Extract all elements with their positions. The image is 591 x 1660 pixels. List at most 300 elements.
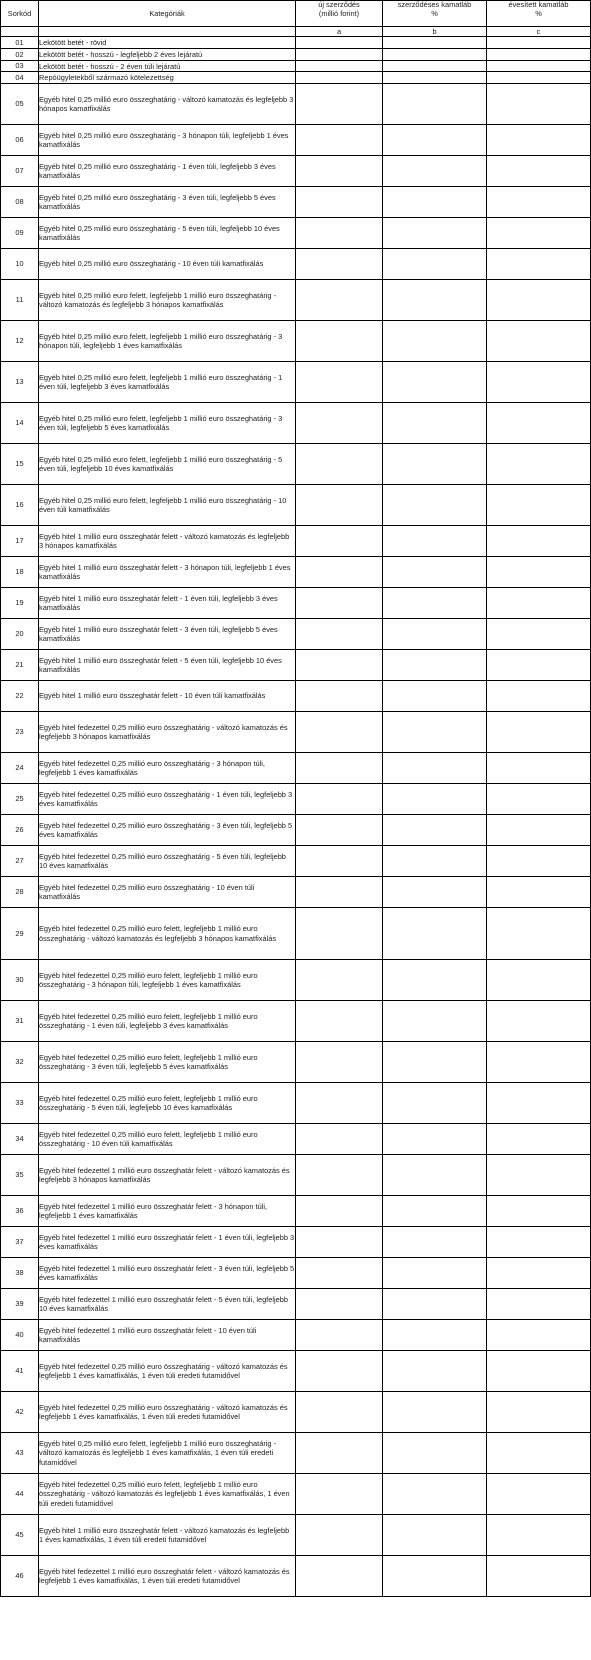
- row-code: 23: [1, 711, 39, 752]
- table-row: [1, 361, 591, 402]
- row-code: 13: [1, 361, 39, 402]
- header-kategoriak: Kategóriák: [39, 1, 296, 27]
- row-category-text: Egyéb hitel fedezettel 1 millió euro összeghatár felett - 5 éven túli, legfeljebb 10 éves kamatfixálás: [39, 1294, 288, 1314]
- row-category-text: Egyéb hitel 1 millió euro összeghatár felett - 3 éven túli, legfeljebb 5 éves kamatfixálás: [39, 624, 278, 644]
- table-row: [1, 1350, 591, 1391]
- table-row: [1, 60, 591, 72]
- value-cell-b[interactable]: [383, 186, 487, 217]
- value-cell-b[interactable]: [383, 1288, 487, 1319]
- value-cell-b[interactable]: [383, 907, 487, 959]
- header-col-b-text: szerződéses kamatláb %: [397, 0, 472, 18]
- row-code: 07: [1, 155, 39, 186]
- value-cell-a[interactable]: [296, 443, 383, 484]
- row-category: [39, 186, 296, 217]
- value-cell-c[interactable]: [487, 618, 591, 649]
- value-cell-b[interactable]: [383, 618, 487, 649]
- value-cell-b[interactable]: [383, 649, 487, 680]
- row-code: 27: [1, 845, 39, 876]
- value-cell-b[interactable]: [383, 83, 487, 124]
- row-code: 06: [1, 124, 39, 155]
- value-cell-b[interactable]: [383, 1555, 487, 1596]
- table-row: [1, 1154, 591, 1195]
- value-cell-c[interactable]: [487, 155, 591, 186]
- value-cell-c[interactable]: [487, 814, 591, 845]
- value-cell-a[interactable]: [296, 649, 383, 680]
- table-row: [1, 1257, 591, 1288]
- value-cell-b[interactable]: [383, 711, 487, 752]
- table-row: [1, 525, 591, 556]
- row-code: 08: [1, 186, 39, 217]
- value-cell-b[interactable]: [383, 484, 487, 525]
- value-cell-a[interactable]: [296, 845, 383, 876]
- row-code: 28: [1, 876, 39, 907]
- value-cell-b[interactable]: [383, 320, 487, 361]
- row-category: [39, 1555, 296, 1596]
- value-cell-c[interactable]: [487, 72, 591, 84]
- row-category: [39, 37, 296, 49]
- row-category-text: Egyéb hitel 0,25 millió euro összeghatárig - 3 éven túli, legfeljebb 5 éves kamatfixálás: [39, 192, 276, 212]
- value-cell-a[interactable]: [296, 1319, 383, 1350]
- table-row: [1, 1041, 591, 1082]
- value-cell-b[interactable]: [383, 155, 487, 186]
- value-cell-b[interactable]: [383, 1000, 487, 1041]
- row-code: 15: [1, 443, 39, 484]
- row-category: [39, 60, 296, 72]
- table-row: [1, 556, 591, 587]
- header-sorkod: Sorkód: [1, 1, 39, 27]
- row-category: [39, 752, 296, 783]
- row-code: 10: [1, 248, 39, 279]
- row-category-text: Egyéb hitel 1 millió euro összeghatár felett - 1 éven túli, legfeljebb 3 éves kamatfixálás: [39, 593, 278, 613]
- letter-blank-2: [39, 27, 296, 37]
- value-cell-a[interactable]: [296, 83, 383, 124]
- value-cell-a[interactable]: [296, 48, 383, 60]
- value-cell-b[interactable]: [383, 1432, 487, 1473]
- value-cell-a[interactable]: [296, 320, 383, 361]
- row-category: [39, 876, 296, 907]
- row-category-text: Egyéb hitel fedezettel 0,25 millió euro összeghatárig - 1 éven túli, legfeljebb 3 éves kamatfixálás: [39, 789, 293, 809]
- row-category: [39, 155, 296, 186]
- row-category: [39, 959, 296, 1000]
- row-category: [39, 1257, 296, 1288]
- value-cell-a[interactable]: [296, 618, 383, 649]
- value-cell-b[interactable]: [383, 72, 487, 84]
- row-category-text: Egyéb hitel 0,25 millió euro felett, legfeljebb 1 millió euro összeghatárig - változó kamatozás és legfeljebb 1 éves kamatfixálás, 1 éven túli eredeti futamidővel: [39, 1438, 277, 1468]
- row-category: [39, 1288, 296, 1319]
- row-category: [39, 680, 296, 711]
- row-category: [39, 1154, 296, 1195]
- row-category: [39, 402, 296, 443]
- value-cell-c[interactable]: [487, 959, 591, 1000]
- value-cell-a[interactable]: [296, 1195, 383, 1226]
- value-cell-b[interactable]: [383, 279, 487, 320]
- value-cell-a[interactable]: [296, 1257, 383, 1288]
- value-cell-a[interactable]: [296, 124, 383, 155]
- row-category: [39, 1082, 296, 1123]
- value-cell-c[interactable]: [487, 752, 591, 783]
- row-code: 38: [1, 1257, 39, 1288]
- value-cell-c[interactable]: [487, 783, 591, 814]
- value-cell-a[interactable]: [296, 1432, 383, 1473]
- value-cell-a[interactable]: [296, 1154, 383, 1195]
- value-cell-a[interactable]: [296, 1082, 383, 1123]
- value-cell-a[interactable]: [296, 1000, 383, 1041]
- row-code: 05: [1, 83, 39, 124]
- value-cell-b[interactable]: [383, 1257, 487, 1288]
- row-code: 19: [1, 587, 39, 618]
- row-category: [39, 1000, 296, 1041]
- table-row: [1, 1288, 591, 1319]
- value-cell-c[interactable]: [487, 37, 591, 49]
- value-cell-c[interactable]: [487, 845, 591, 876]
- row-category-text: Egyéb hitel 0,25 millió euro összeghatárig - 3 hónapon túli, legfeljebb 1 éves kamatfixálás: [39, 130, 289, 150]
- row-code: 21: [1, 649, 39, 680]
- row-category-text: Egyéb hitel fedezettel 0,25 millió euro felett, legfeljebb 1 millió euro összeghatárig - 10 éven túli kamatfixálás: [39, 1129, 258, 1149]
- row-category-text: Egyéb hitel 0,25 millió euro felett, legfeljebb 1 millió euro összeghatárig - 10 éven túli kamatfixálás: [39, 495, 287, 515]
- row-category-text: Egyéb hitel 1 millió euro összeghatár felett - 3 hónapon túli, legfeljebb 1 éves kamatfixálás: [39, 562, 291, 582]
- value-cell-a[interactable]: [296, 1473, 383, 1514]
- table-row: [1, 124, 591, 155]
- row-category: [39, 320, 296, 361]
- value-cell-c[interactable]: [487, 361, 591, 402]
- value-cell-c[interactable]: [487, 248, 591, 279]
- value-cell-b[interactable]: [383, 1154, 487, 1195]
- row-code: 43: [1, 1432, 39, 1473]
- value-cell-c[interactable]: [487, 1123, 591, 1154]
- row-category: [39, 279, 296, 320]
- row-category-text: Lekötött betét - hosszú - 2 éven túli lejáratú: [39, 61, 181, 71]
- value-cell-a[interactable]: [296, 186, 383, 217]
- row-code: 01: [1, 37, 39, 49]
- row-category-text: Lekötött betét - hosszú - legfeljebb 2 éves lejáratú: [39, 49, 203, 59]
- table-row: [1, 783, 591, 814]
- value-cell-b[interactable]: [383, 1082, 487, 1123]
- row-category-text: Egyéb hitel fedezettel 1 millió euro összeghatár felett - 10 éven túli kamatfixálás: [39, 1325, 257, 1345]
- value-cell-b[interactable]: [383, 1319, 487, 1350]
- header-col-c: [487, 1, 591, 27]
- value-cell-a[interactable]: [296, 248, 383, 279]
- table-row: [1, 402, 591, 443]
- value-cell-a[interactable]: [296, 907, 383, 959]
- row-code: 35: [1, 1154, 39, 1195]
- table-row: [1, 1123, 591, 1154]
- row-category-text: Egyéb hitel 0,25 millió euro összeghatárig - 5 éven túli, legfeljebb 10 éves kamatfixálás: [39, 223, 280, 243]
- row-category: [39, 484, 296, 525]
- row-code: 32: [1, 1041, 39, 1082]
- value-cell-a[interactable]: [296, 60, 383, 72]
- value-cell-a[interactable]: [296, 72, 383, 84]
- value-cell-b[interactable]: [383, 525, 487, 556]
- value-cell-c[interactable]: [487, 1257, 591, 1288]
- row-code: 24: [1, 752, 39, 783]
- value-cell-b[interactable]: [383, 1123, 487, 1154]
- row-category: [39, 845, 296, 876]
- value-cell-b[interactable]: [383, 443, 487, 484]
- value-cell-a[interactable]: [296, 1226, 383, 1257]
- row-category-text: Egyéb hitel fedezettel 0,25 millió euro felett, legfeljebb 1 millió euro összeghatárig - 1 éven túli, legfeljebb 3 éves kamatfixálás: [39, 1011, 258, 1031]
- value-cell-a[interactable]: [296, 1123, 383, 1154]
- table-row: [1, 618, 591, 649]
- row-category: [39, 1195, 296, 1226]
- value-cell-b[interactable]: [383, 402, 487, 443]
- table-row: [1, 217, 591, 248]
- row-code: 16: [1, 484, 39, 525]
- row-category-text: Egyéb hitel 0,25 millió euro felett, legfeljebb 1 millió euro összeghatárig - változó kamatozás és legfeljebb 3 hónapos kamatfixálás: [39, 290, 277, 310]
- value-cell-c[interactable]: [487, 48, 591, 60]
- value-cell-c[interactable]: [487, 217, 591, 248]
- row-code: 37: [1, 1226, 39, 1257]
- value-cell-a[interactable]: [296, 1391, 383, 1432]
- value-cell-a[interactable]: [296, 361, 383, 402]
- letter-blank-1: [1, 27, 39, 37]
- row-code: 09: [1, 217, 39, 248]
- row-category-text: Egyéb hitel fedezettel 0,25 millió euro összeghatárig - 10 éven túli kamatfixálás: [39, 882, 255, 902]
- value-cell-c[interactable]: [487, 1514, 591, 1555]
- row-category-text: Egyéb hitel fedezettel 1 millió euro összeghatár felett - 3 éven túli, legfeljebb 5 éves kamatfixálás: [39, 1263, 295, 1283]
- row-code: 26: [1, 814, 39, 845]
- value-cell-b[interactable]: [383, 1473, 487, 1514]
- row-category-text: Egyéb hitel 0,25 millió euro összeghatárig - 10 éven túli kamatfixálás: [39, 259, 264, 269]
- row-category-text: Egyéb hitel 0,25 millió euro felett, legfeljebb 1 millió euro összeghatárig - 5 éven túli, legfeljebb 10 éves kamatfixálás: [39, 454, 283, 474]
- value-cell-c[interactable]: [487, 83, 591, 124]
- row-code: 22: [1, 680, 39, 711]
- row-category: [39, 1391, 296, 1432]
- table-row: [1, 72, 591, 84]
- value-cell-c[interactable]: [487, 443, 591, 484]
- row-category: [39, 1350, 296, 1391]
- row-category: [39, 525, 296, 556]
- value-cell-c[interactable]: [487, 907, 591, 959]
- row-code: 29: [1, 907, 39, 959]
- value-cell-b[interactable]: [383, 1391, 487, 1432]
- table-row: [1, 845, 591, 876]
- row-category: [39, 711, 296, 752]
- value-cell-a[interactable]: [296, 711, 383, 752]
- value-cell-c[interactable]: [487, 320, 591, 361]
- value-cell-a[interactable]: [296, 1041, 383, 1082]
- row-category: [39, 556, 296, 587]
- value-cell-c[interactable]: [487, 1473, 591, 1514]
- value-cell-a[interactable]: [296, 752, 383, 783]
- value-cell-b[interactable]: [383, 680, 487, 711]
- value-cell-a[interactable]: [296, 814, 383, 845]
- row-category: [39, 72, 296, 84]
- row-category: [39, 907, 296, 959]
- table-row: [1, 248, 591, 279]
- row-category: [39, 361, 296, 402]
- value-cell-c[interactable]: [487, 1319, 591, 1350]
- row-category-text: Egyéb hitel 1 millió euro összeghatár felett - 5 éven túli, legfeljebb 10 éves kamatfixálás: [39, 655, 282, 675]
- header-col-b: [383, 1, 487, 27]
- table-row: [1, 1226, 591, 1257]
- value-cell-b[interactable]: [383, 361, 487, 402]
- value-cell-a[interactable]: [296, 1555, 383, 1596]
- row-category-text: Egyéb hitel fedezettel 0,25 millió euro összeghatárig - változó kamatozás és legfeljebb 3 hónapos kamatfixálás: [39, 722, 288, 742]
- row-code: 18: [1, 556, 39, 587]
- table-row: [1, 320, 591, 361]
- value-cell-c[interactable]: [487, 484, 591, 525]
- table-row: [1, 752, 591, 783]
- value-cell-b[interactable]: [383, 587, 487, 618]
- table-row: [1, 1514, 591, 1555]
- row-category-text: Egyéb hitel 1 millió euro összeghatár felett - változó kamatozás és legfeljebb 3 hónapos kamatfixálás: [39, 531, 290, 551]
- table-row: [1, 186, 591, 217]
- row-category-text: Egyéb hitel 1 millió euro összeghatár felett - változó kamatozás és legfeljebb 1 éves kamatfixálás, 1 éven túli eredeti futamidővel: [39, 1525, 290, 1545]
- row-code: 25: [1, 783, 39, 814]
- value-cell-b[interactable]: [383, 959, 487, 1000]
- value-cell-b[interactable]: [383, 37, 487, 49]
- value-cell-c[interactable]: [487, 876, 591, 907]
- row-category-text: Egyéb hitel fedezettel 0,25 millió euro felett, legfeljebb 1 millió euro összeghatárig - 3 éven túli, legfeljebb 5 éves kamatfixálás: [39, 1052, 258, 1072]
- value-cell-b[interactable]: [383, 217, 487, 248]
- row-category-text: Egyéb hitel 0,25 millió euro felett, legfeljebb 1 millió euro összeghatárig - 3 hónapon túli, legfeljebb 1 éves kamatfixálás: [39, 331, 283, 351]
- row-category: [39, 1514, 296, 1555]
- row-category: [39, 248, 296, 279]
- value-cell-b[interactable]: [383, 845, 487, 876]
- header-col-c-text: évesített kamatláb %: [508, 0, 569, 18]
- row-code: 36: [1, 1195, 39, 1226]
- value-cell-b[interactable]: [383, 814, 487, 845]
- column-letter-row: [1, 27, 591, 37]
- value-cell-b[interactable]: [383, 1226, 487, 1257]
- value-cell-b[interactable]: [383, 124, 487, 155]
- row-category-text: Egyéb hitel fedezettel 0,25 millió euro összeghatárig - 3 éven túli, legfeljebb 5 éves kamatfixálás: [39, 820, 293, 840]
- row-code: 20: [1, 618, 39, 649]
- value-cell-c[interactable]: [487, 1391, 591, 1432]
- value-cell-c[interactable]: [487, 556, 591, 587]
- value-cell-c[interactable]: [487, 1195, 591, 1226]
- row-category-text: Egyéb hitel 1 millió euro összeghatár felett - 10 éven túli kamatfixálás: [39, 691, 266, 701]
- value-cell-b[interactable]: [383, 1041, 487, 1082]
- row-category: [39, 1123, 296, 1154]
- value-cell-a[interactable]: [296, 217, 383, 248]
- header-col-a-text: új szerződés (millió forint): [318, 0, 360, 18]
- value-cell-a[interactable]: [296, 1514, 383, 1555]
- row-code: 39: [1, 1288, 39, 1319]
- value-cell-b[interactable]: [383, 556, 487, 587]
- row-category: [39, 1226, 296, 1257]
- table-row: [1, 37, 591, 49]
- value-cell-a[interactable]: [296, 876, 383, 907]
- value-cell-c[interactable]: [487, 680, 591, 711]
- value-cell-c[interactable]: [487, 1000, 591, 1041]
- row-code: 04: [1, 72, 39, 84]
- value-cell-c[interactable]: [487, 1082, 591, 1123]
- value-cell-c[interactable]: [487, 1350, 591, 1391]
- row-category-text: Egyéb hitel fedezettel 0,25 millió euro összeghatárig - 3 hónapon túli, legfeljebb 1 éves kamatfixálás: [39, 758, 265, 778]
- table-row: [1, 907, 591, 959]
- header-col-a: [296, 1, 383, 27]
- value-cell-a[interactable]: [296, 525, 383, 556]
- value-cell-c[interactable]: [487, 1432, 591, 1473]
- row-category-text: Egyéb hitel 0,25 millió euro összeghatárig - 1 éven túli, legfeljebb 3 éves kamatfixálás: [39, 161, 276, 181]
- table-row: [1, 1555, 591, 1596]
- value-cell-b[interactable]: [383, 1350, 487, 1391]
- table-row: [1, 1473, 591, 1514]
- value-cell-a[interactable]: [296, 402, 383, 443]
- value-cell-b[interactable]: [383, 876, 487, 907]
- value-cell-b[interactable]: [383, 783, 487, 814]
- value-cell-a[interactable]: [296, 484, 383, 525]
- value-cell-b[interactable]: [383, 60, 487, 72]
- row-category: [39, 443, 296, 484]
- table-row: [1, 587, 591, 618]
- value-cell-b[interactable]: [383, 1195, 487, 1226]
- row-code: 03: [1, 60, 39, 72]
- value-cell-b[interactable]: [383, 752, 487, 783]
- table-row: [1, 155, 591, 186]
- value-cell-a[interactable]: [296, 783, 383, 814]
- table-row: [1, 876, 591, 907]
- value-cell-b[interactable]: [383, 48, 487, 60]
- table-row: [1, 711, 591, 752]
- table-row: [1, 1000, 591, 1041]
- row-code: 17: [1, 525, 39, 556]
- value-cell-c[interactable]: [487, 186, 591, 217]
- value-cell-c[interactable]: [487, 1288, 591, 1319]
- row-code: 33: [1, 1082, 39, 1123]
- value-cell-c[interactable]: [487, 711, 591, 752]
- column-letter-b: b: [383, 27, 487, 37]
- row-category: [39, 587, 296, 618]
- value-cell-c[interactable]: [487, 1041, 591, 1082]
- value-cell-a[interactable]: [296, 1288, 383, 1319]
- value-cell-a[interactable]: [296, 155, 383, 186]
- row-code: 40: [1, 1319, 39, 1350]
- value-cell-c[interactable]: [487, 525, 591, 556]
- value-cell-a[interactable]: [296, 587, 383, 618]
- value-cell-c[interactable]: [487, 124, 591, 155]
- row-code: 11: [1, 279, 39, 320]
- value-cell-a[interactable]: [296, 959, 383, 1000]
- row-code: 44: [1, 1473, 39, 1514]
- value-cell-c[interactable]: [487, 1226, 591, 1257]
- row-category: [39, 814, 296, 845]
- value-cell-a[interactable]: [296, 556, 383, 587]
- table-row: [1, 48, 591, 60]
- value-cell-c[interactable]: [487, 1154, 591, 1195]
- value-cell-a[interactable]: [296, 279, 383, 320]
- table-row: [1, 959, 591, 1000]
- value-cell-c[interactable]: [487, 60, 591, 72]
- value-cell-c[interactable]: [487, 279, 591, 320]
- row-code: 02: [1, 48, 39, 60]
- value-cell-a[interactable]: [296, 680, 383, 711]
- row-category-text: Egyéb hitel fedezettel 0,25 millió euro felett, legfeljebb 1 millió euro összeghatárig - 3 hónapon túli, legfeljebb 1 éves kamatfixálás: [39, 970, 258, 990]
- row-category-text: Lekötött betét - rövid: [39, 38, 107, 48]
- row-category-text: Egyéb hitel fedezettel 0,25 millió euro felett, legfeljebb 1 millió euro összeghatárig - változó kamatozás és legfeljebb 1 éves kamatfixálás, 1 éven túli eredeti futamidővel: [39, 1479, 290, 1509]
- row-category: [39, 1319, 296, 1350]
- row-code: 31: [1, 1000, 39, 1041]
- value-cell-c[interactable]: [487, 587, 591, 618]
- value-cell-c[interactable]: [487, 402, 591, 443]
- row-category-text: Egyéb hitel 0,25 millió euro felett, legfeljebb 1 millió euro összeghatárig - 1 éven túli, legfeljebb 3 éves kamatfixálás: [39, 372, 283, 392]
- table-row: [1, 1195, 591, 1226]
- value-cell-b[interactable]: [383, 1514, 487, 1555]
- value-cell-b[interactable]: [383, 248, 487, 279]
- row-category: [39, 124, 296, 155]
- row-code: 34: [1, 1123, 39, 1154]
- row-code: 14: [1, 402, 39, 443]
- table-row: [1, 83, 591, 124]
- value-cell-a[interactable]: [296, 37, 383, 49]
- table-row: [1, 1082, 591, 1123]
- value-cell-c[interactable]: [487, 1555, 591, 1596]
- value-cell-c[interactable]: [487, 649, 591, 680]
- row-code: 30: [1, 959, 39, 1000]
- value-cell-a[interactable]: [296, 1350, 383, 1391]
- row-category-text: Egyéb hitel fedezettel 0,25 millió euro összeghatárig - 5 éven túli, legfeljebb 10 éves kamatfixálás: [39, 851, 286, 871]
